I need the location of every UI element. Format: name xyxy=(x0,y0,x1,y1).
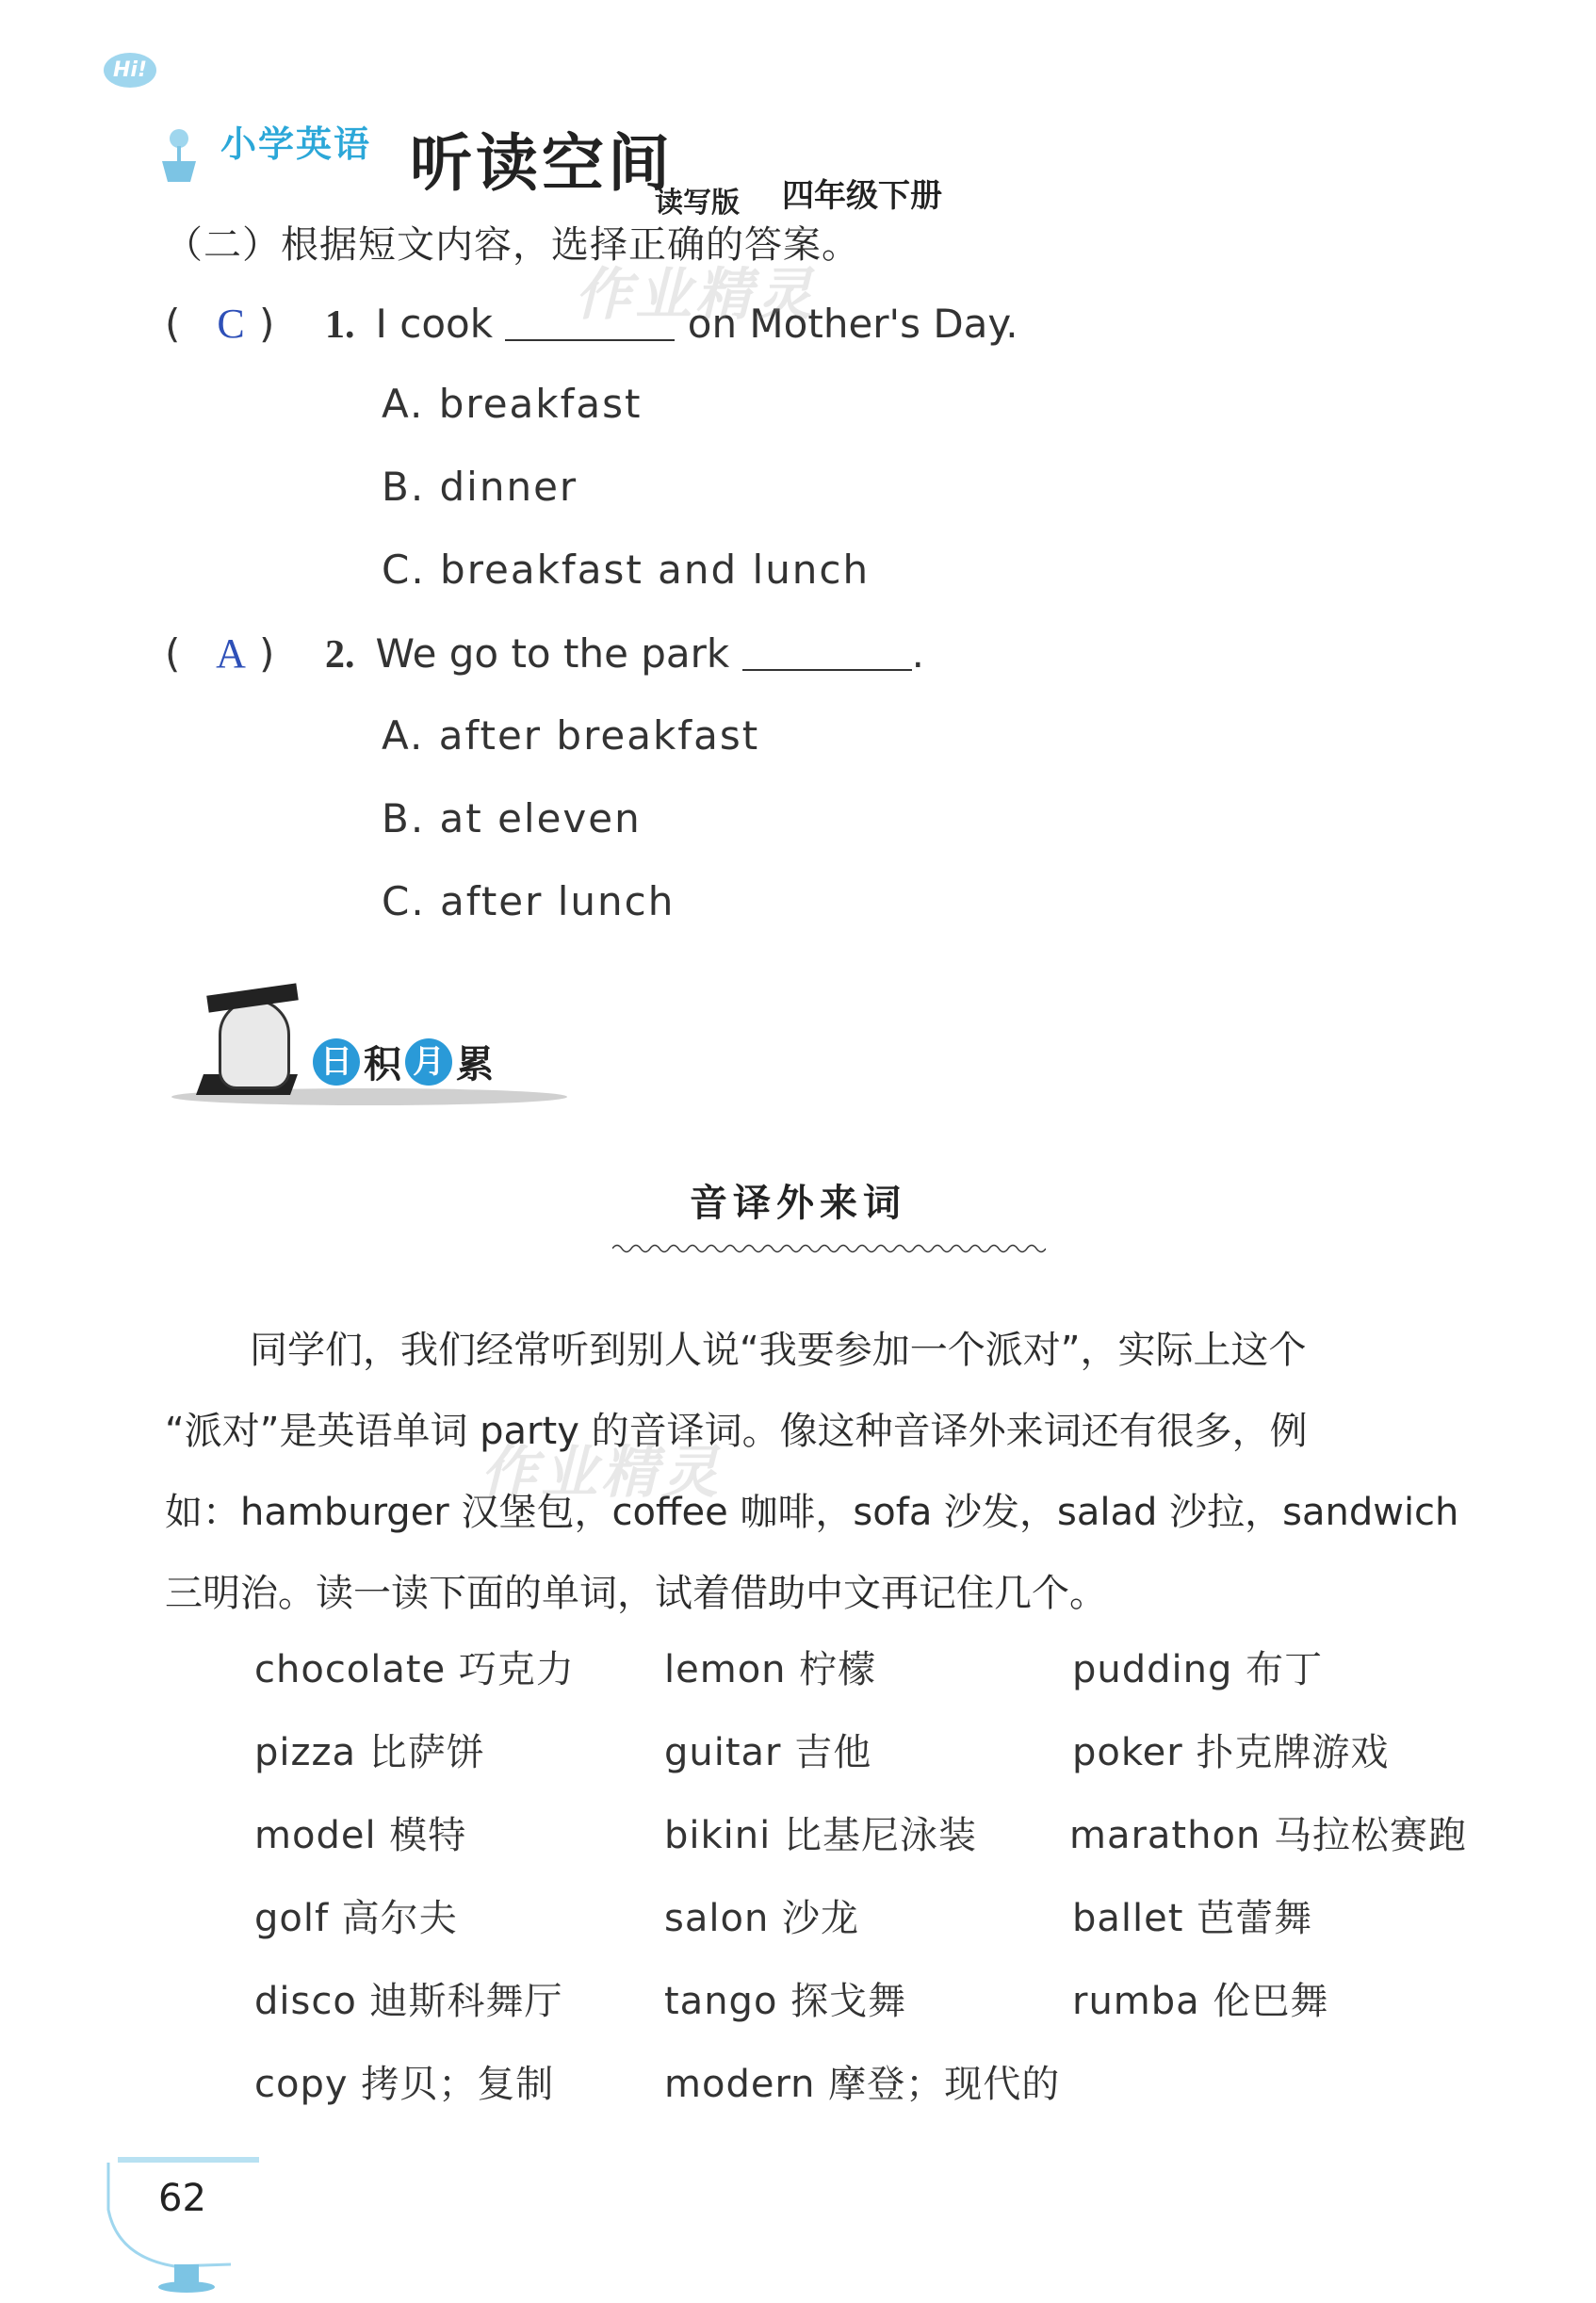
badge-title xyxy=(313,1035,494,1088)
vocab-row xyxy=(254,1805,1507,1881)
scholar-mascot-icon xyxy=(219,999,290,1089)
answer-2: A xyxy=(216,630,246,677)
badge-char: 积 xyxy=(364,1043,401,1086)
vocab-row xyxy=(254,1640,1507,1715)
article-paragraph xyxy=(165,1310,1484,1634)
answer-1: C xyxy=(217,301,245,347)
option: A. after breakfast xyxy=(382,712,760,759)
option: C. breakfast and lunch xyxy=(382,547,871,593)
question-number: 1. xyxy=(325,303,355,347)
close-paren: ) xyxy=(259,301,275,347)
question-stem-before: I cook xyxy=(375,301,494,347)
article-title: 音译外来词 xyxy=(690,1182,906,1225)
watermark: 作业精灵 xyxy=(480,1440,722,1506)
vocab-row xyxy=(254,1971,1507,2047)
answer-blank xyxy=(742,641,912,671)
vocab-item: model 模特 xyxy=(254,1814,467,1857)
vocab-item: pizza 比萨饼 xyxy=(254,1731,485,1774)
question-stem-before: We go to the park xyxy=(375,630,730,677)
vocab-item: chocolate 巧克力 xyxy=(254,1648,575,1691)
question-stem-after: on Mother's Day. xyxy=(687,301,1018,347)
vocab-row xyxy=(254,1888,1507,1964)
paragraph-line: 同学们，我们经常听到别人说“我要参加一个派对”，实际上这个 xyxy=(250,1329,1307,1372)
option: B. at eleven xyxy=(382,795,642,841)
vocab-item: lemon 柠檬 xyxy=(664,1648,877,1691)
open-paren: ( xyxy=(165,301,181,347)
paragraph-line: 三明治。读一读下面的单词，试着借助中文再记住几个。 xyxy=(165,1572,1107,1615)
vocab-item: disco 迪斯科舞厅 xyxy=(254,1980,563,2023)
watermark: 作业精灵 xyxy=(575,262,816,328)
option: A. breakfast xyxy=(382,381,643,427)
vocab-item: golf 高尔夫 xyxy=(254,1897,458,1940)
section-title: （二）根据短文内容，选择正确的答案。 xyxy=(165,223,860,267)
vocab-item: ballet 芭蕾舞 xyxy=(1072,1897,1313,1940)
flower-pot-footer-icon xyxy=(99,2153,269,2295)
page-number: 62 xyxy=(158,2177,206,2220)
brand-title: 听读空间 xyxy=(410,127,674,200)
vocab-item: guitar 吉他 xyxy=(664,1731,872,1774)
vocab-item: poker 扑克牌游戏 xyxy=(1072,1731,1390,1774)
badge-char: 日 xyxy=(313,1038,360,1086)
question-2 xyxy=(165,629,924,678)
badge-char: 月 xyxy=(405,1038,452,1086)
paragraph-line: “派对”是英语单词 party 的音译词。像这种音译外来词还有很多，例 xyxy=(165,1410,1308,1453)
option: C. after lunch xyxy=(382,878,676,924)
vocab-item: rumba 伦巴舞 xyxy=(1072,1980,1329,2023)
vocab-item: tango 探戈舞 xyxy=(664,1980,907,2023)
option: B. dinner xyxy=(382,464,578,510)
flower-pot-icon xyxy=(151,127,207,184)
vocab-item: copy 拷贝；复制 xyxy=(254,2063,555,2106)
paragraph-line: 如：hamburger 汉堡包，coffee 咖啡，sofa 沙发，salad 沙拉，sandwich xyxy=(165,1491,1459,1534)
vocab-item: salon 沙龙 xyxy=(664,1897,860,1940)
hi-badge: Hi! xyxy=(104,53,156,88)
wavy-underline xyxy=(612,1242,1046,1255)
vocab-item: pudding 布丁 xyxy=(1072,1648,1324,1691)
vocab-item: marathon 马拉松赛跑 xyxy=(1069,1814,1468,1857)
vocab-row xyxy=(254,2054,1507,2130)
vocab-item: bikini 比基尼泳装 xyxy=(664,1814,977,1857)
vocab-row xyxy=(254,1723,1507,1798)
series-name: 小学英语 xyxy=(220,123,372,165)
page-header xyxy=(94,38,1036,220)
close-paren: ) xyxy=(259,630,275,677)
question-number: 2. xyxy=(325,633,355,677)
daily-accumulation-badge xyxy=(162,989,577,1121)
edition-label: 读写版 xyxy=(655,187,740,220)
question-stem-after: . xyxy=(911,630,924,677)
open-paren: ( xyxy=(165,630,181,677)
vocab-item: modern 摩登；现代的 xyxy=(664,2063,1061,2106)
grade-label: 四年级下册 xyxy=(782,177,942,215)
badge-char: 累 xyxy=(456,1043,494,1086)
